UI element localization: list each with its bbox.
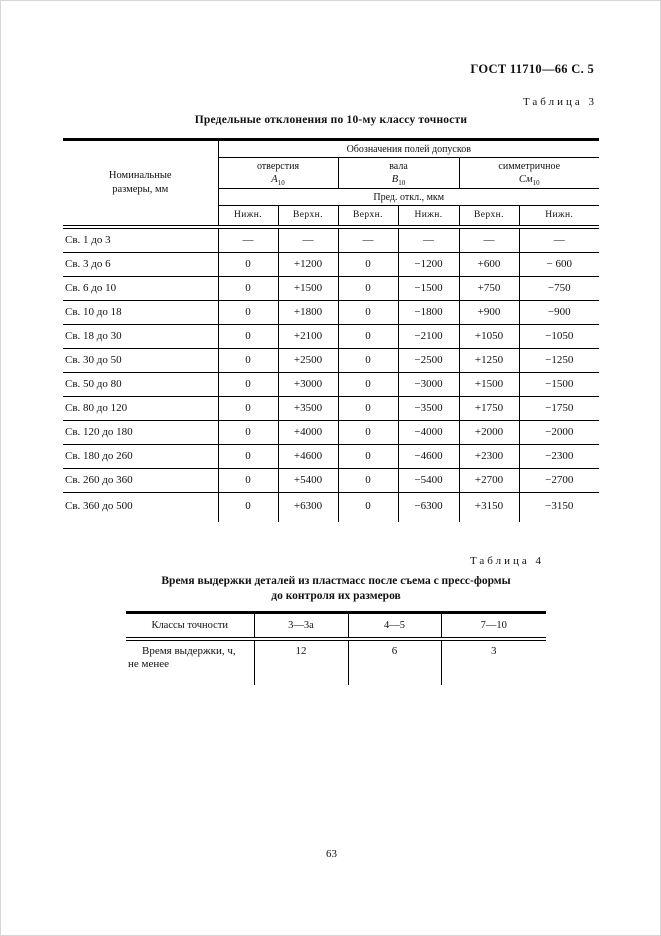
cell: 0 (218, 276, 278, 300)
cell: −1750 (519, 396, 599, 420)
subcol-upper-2: Верхн. (338, 206, 398, 227)
cell: +2300 (459, 444, 519, 468)
row-label-holding-time (126, 639, 254, 685)
cell: 0 (218, 468, 278, 492)
table-row (63, 420, 599, 444)
cell: +6300 (278, 492, 338, 522)
group-shaft-name: вала (389, 160, 408, 172)
cell: 0 (338, 372, 398, 396)
cell: +1050 (459, 324, 519, 348)
table3-title: Предельные отклонения по 10-му классу точности (194, 114, 468, 126)
subcol-upper-1: Верхн. (278, 206, 338, 227)
cell: −5400 (398, 468, 459, 492)
col-header-class-3-3a: 3—3а (254, 613, 348, 640)
cell: +750 (459, 276, 519, 300)
cell: +4000 (278, 420, 338, 444)
cell: −1500 (519, 372, 599, 396)
cell: −1800 (398, 300, 459, 324)
group-hole-symbol: $А_{10}$ (271, 174, 285, 188)
cell: − 600 (519, 252, 599, 276)
cell: +1750 (459, 396, 519, 420)
cell: — (338, 227, 398, 253)
cell: +1500 (278, 276, 338, 300)
cell: 0 (218, 348, 278, 372)
size-range: Св. 3 до 6 (63, 252, 218, 276)
size-range: Св. 1 до 3 (65, 234, 111, 246)
col-group-title: Обозначения полей допусков (218, 140, 599, 158)
cell: +3000 (278, 372, 338, 396)
col-header-class-4-5: 4—5 (348, 613, 441, 640)
group-hole-name: отверстия (256, 160, 300, 172)
cell: −4000 (398, 420, 459, 444)
cell: −1250 (519, 348, 599, 372)
size-range: Св. 10 до 18 (63, 300, 218, 324)
cell: +4600 (278, 444, 338, 468)
table4-title-line1: Время выдержки деталей из пластмасс после съема с пресс-формы (161, 575, 511, 587)
cell: −750 (519, 276, 599, 300)
cell: 0 (218, 324, 278, 348)
table-row (63, 348, 599, 372)
col-header-accuracy-classes: Классы точности (126, 613, 254, 640)
cell: +2000 (459, 420, 519, 444)
cell: 0 (338, 420, 398, 444)
table-row (63, 276, 599, 300)
cell: +1200 (278, 252, 338, 276)
size-range: Св. 50 до 80 (63, 372, 218, 396)
cell: −1500 (398, 276, 459, 300)
cell: −1050 (519, 324, 599, 348)
table4-title (126, 574, 546, 604)
cell: +3500 (278, 396, 338, 420)
cell: 0 (218, 372, 278, 396)
size-range: Св. 180 до 260 (63, 444, 218, 468)
holding-time-table (126, 611, 546, 685)
cell: 0 (218, 396, 278, 420)
cell: −4600 (398, 444, 459, 468)
table4-label: Таблица 4 (469, 555, 544, 567)
subcol-lower-1: Нижн. (218, 206, 278, 227)
group-shaft-symbol: $В_{10}$ (391, 174, 406, 188)
size-range: Св. 120 до 180 (63, 420, 218, 444)
cell: — (459, 227, 519, 253)
cell: 12 (254, 639, 348, 685)
cell: −3500 (398, 396, 459, 420)
cell: +2500 (278, 348, 338, 372)
cell: 0 (338, 444, 398, 468)
cell: −2300 (519, 444, 599, 468)
cell: +1500 (459, 372, 519, 396)
cell: 0 (218, 420, 278, 444)
group-symmetric-name: симметричное (498, 160, 561, 172)
subcol-lower-3: Нижн. (519, 206, 599, 227)
cell: −6300 (398, 492, 459, 522)
table-row (63, 492, 599, 522)
units-row: Пред. откл., мкм (218, 189, 599, 206)
cell: 3 (441, 639, 546, 685)
table-row (63, 227, 599, 253)
cell: +5400 (278, 468, 338, 492)
table-row (63, 468, 599, 492)
cell: +3150 (459, 492, 519, 522)
cell: +900 (459, 300, 519, 324)
table-row (63, 444, 599, 468)
cell: 0 (338, 396, 398, 420)
cell: +1800 (278, 300, 338, 324)
table-row (63, 324, 599, 348)
table-row (63, 396, 599, 420)
table4-title-line2: до контроля их размеров (271, 589, 401, 602)
col-group-hole (218, 158, 338, 189)
size-range: Св. 6 до 10 (63, 276, 218, 300)
cell: 0 (218, 252, 278, 276)
cell: +1250 (459, 348, 519, 372)
row-label-line2: не менее (128, 658, 170, 671)
doc-reference: ГОСТ 11710—66 С. 5 (470, 62, 594, 76)
cell: −2500 (398, 348, 459, 372)
size-range: Св. 360 до 500 (63, 492, 218, 522)
cell: 0 (338, 276, 398, 300)
col-group-shaft (338, 158, 459, 189)
subcol-lower-2: Нижн. (398, 206, 459, 227)
cell: 0 (338, 300, 398, 324)
col-header-class-7-10: 7—10 (441, 613, 546, 640)
cell: — (519, 227, 599, 253)
cell: −2700 (519, 468, 599, 492)
cell: — (278, 227, 338, 253)
cell: −2100 (398, 324, 459, 348)
col-header-nominal-sizes (63, 140, 218, 227)
cell: +600 (459, 252, 519, 276)
table-row (63, 300, 599, 324)
cell: — (398, 227, 459, 253)
page-number: 63 (326, 848, 337, 860)
cell: −3000 (398, 372, 459, 396)
cell: 0 (338, 492, 398, 522)
size-range: Св. 18 до 30 (63, 324, 218, 348)
cell: — (218, 227, 278, 253)
cell: 0 (338, 324, 398, 348)
size-range: Св. 80 до 120 (63, 396, 218, 420)
group-symmetric-symbol: $См_{10}$ (518, 174, 540, 188)
table-row (126, 639, 546, 685)
cell: +2700 (459, 468, 519, 492)
col-header-nominal-text: Номинальные размеры, мм (108, 170, 172, 195)
cell: 0 (338, 468, 398, 492)
table3-label: Таблица 3 (522, 96, 597, 108)
table-row (63, 252, 599, 276)
cell: 0 (218, 300, 278, 324)
tolerance-table (63, 138, 599, 522)
subcol-upper-3: Верхн. (459, 206, 519, 227)
cell: 0 (338, 348, 398, 372)
size-range: Св. 30 до 50 (63, 348, 218, 372)
cell: −900 (519, 300, 599, 324)
row-label-line1: Время выдержки, ч, (142, 645, 236, 657)
col-group-symmetric (459, 158, 599, 189)
table-row (63, 372, 599, 396)
cell: 6 (348, 639, 441, 685)
cell: −3150 (519, 492, 599, 522)
cell: −1200 (398, 252, 459, 276)
cell: +2100 (278, 324, 338, 348)
size-range: Св. 260 до 360 (63, 468, 218, 492)
cell: 0 (218, 492, 278, 522)
cell: −2000 (519, 420, 599, 444)
cell: 0 (218, 444, 278, 468)
cell: 0 (338, 252, 398, 276)
